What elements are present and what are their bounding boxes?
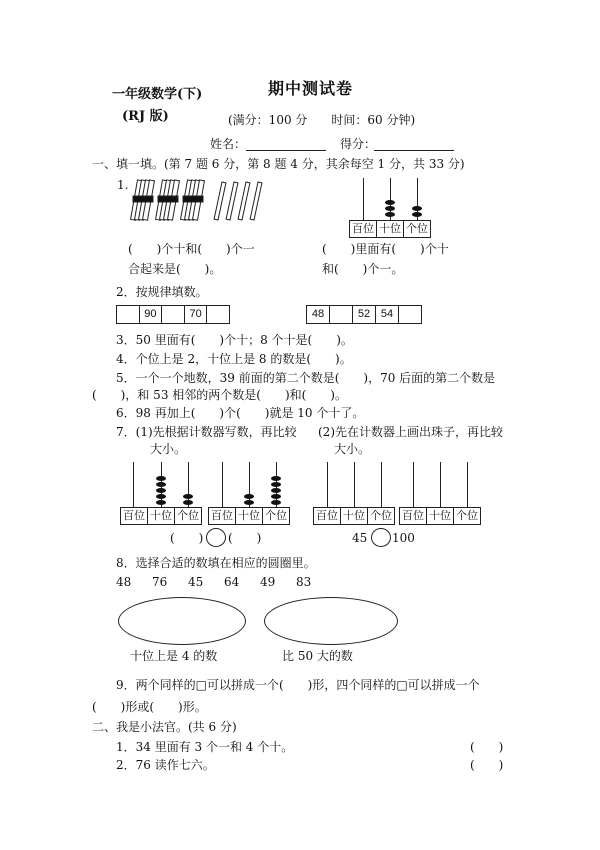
s2-item-1-answer[interactable]: ( ) bbox=[470, 740, 504, 754]
q2-instruction: 2．按规律填数。 bbox=[116, 285, 208, 299]
score-time-info: (满分：100 分 时间：60 分钟) bbox=[228, 113, 416, 127]
q4-text[interactable]: 4．个位上是 2，十位上是 8 的数是( )。 bbox=[116, 352, 352, 366]
name-label: 姓名： bbox=[210, 137, 247, 151]
q3-text[interactable]: 3．50 里面有( )个十；8 个十是( )。 bbox=[116, 333, 353, 347]
abacus-label-tens: 十位 bbox=[377, 221, 404, 237]
s2-item-1: 1．34 里面有 3 个一和 4 个十。 bbox=[116, 740, 294, 754]
seq2-cell: 52 bbox=[353, 306, 376, 323]
bundle-2-icon bbox=[156, 180, 180, 220]
name-field[interactable] bbox=[246, 150, 326, 151]
label-tens: 十位 bbox=[341, 508, 368, 524]
label-ones: 个位 bbox=[456, 509, 478, 522]
q8-oval-tens-4[interactable] bbox=[118, 597, 246, 645]
q1-number: 1. bbox=[117, 178, 129, 192]
abacus-label-hundreds: 百位 bbox=[350, 221, 377, 237]
q8-number[interactable]: 48 bbox=[116, 575, 132, 589]
q7-right-number-1: 45 bbox=[352, 531, 368, 545]
label-ones: 个位 bbox=[265, 509, 287, 522]
seq2-cell: 54 bbox=[376, 306, 399, 323]
q7-left-answer-1[interactable]: ( ) bbox=[170, 531, 204, 545]
label-hundreds: 百位 bbox=[400, 508, 427, 524]
abacus-label-ones: 个位 bbox=[406, 222, 428, 235]
score-field[interactable] bbox=[374, 150, 454, 151]
label-hundreds: 百位 bbox=[314, 508, 341, 524]
label-tens: 十位 bbox=[236, 508, 263, 524]
label-ones: 个位 bbox=[177, 509, 199, 522]
section1-heading: 一、填一填。(第 7 题 6 分，第 8 题 4 分，其余每空 1 分，共 33 分) bbox=[92, 157, 465, 171]
edition-label: (RJ 版) bbox=[122, 109, 169, 124]
sticks-illustration bbox=[126, 176, 276, 224]
q8-number[interactable]: 64 bbox=[224, 575, 240, 589]
q8-number[interactable]: 76 bbox=[152, 575, 168, 589]
q7-right-number-2: 100 bbox=[392, 531, 415, 545]
q8-oval-greater-50[interactable] bbox=[264, 597, 398, 645]
q1-right-line2[interactable]: 和( )个一。 bbox=[322, 262, 404, 276]
q8-oval1-label: 十位上是 4 的数 bbox=[130, 649, 218, 663]
label-hundreds: 百位 bbox=[209, 508, 236, 524]
seq1-cell: 70 bbox=[185, 306, 208, 323]
q7-left-compare-circle[interactable] bbox=[206, 528, 226, 547]
q7-right-instruction: (2)先在计数器上画出珠子，再比较 bbox=[318, 425, 503, 439]
s2-item-2: 2．76 读作七六。 bbox=[116, 758, 215, 772]
q5-line1[interactable]: 5．一个一个地数，39 前面的第二个数是( )，70 后面的第二个数是 bbox=[116, 371, 496, 385]
seq2-cell[interactable] bbox=[330, 306, 353, 323]
q8-oval2-label: 比 50 大的数 bbox=[282, 649, 353, 663]
page-title: 期中测试卷 bbox=[268, 79, 354, 98]
q1-left-line2[interactable]: 合起来是( )。 bbox=[128, 262, 222, 276]
bundle-3-icon bbox=[181, 180, 205, 220]
seq2-cell: 48 bbox=[307, 306, 330, 323]
q5-line2[interactable]: ( )，和 53 相邻的两个数是( )和( )。 bbox=[92, 388, 347, 402]
q9-line2[interactable]: ( )形或( )形。 bbox=[92, 700, 207, 714]
label-tens: 十位 bbox=[427, 508, 454, 524]
label-tens: 十位 bbox=[148, 508, 175, 524]
s2-item-2-answer[interactable]: ( ) bbox=[470, 758, 504, 772]
q1-left-line1[interactable]: ( )个十和( )个一 bbox=[128, 242, 255, 256]
label-ones: 个位 bbox=[370, 509, 392, 522]
seq1-cell[interactable] bbox=[207, 306, 229, 323]
q2-sequence-2 bbox=[306, 305, 422, 324]
q7-left-answer-2[interactable]: ( ) bbox=[228, 531, 262, 545]
bundle-1-icon bbox=[131, 180, 155, 220]
q7-left-instruction: 7．(1)先根据计数器写数，再比较 bbox=[116, 425, 297, 439]
seq1-cell[interactable] bbox=[162, 306, 185, 323]
q1-right-line1[interactable]: ( )里面有( )个十 bbox=[322, 242, 449, 256]
q7-right-instruction-2: 大小。 bbox=[334, 442, 371, 456]
loose-sticks-icon bbox=[214, 182, 262, 220]
q8-number[interactable]: 45 bbox=[188, 575, 204, 589]
q7-right-compare-circle[interactable] bbox=[371, 528, 391, 547]
score-label: 得分： bbox=[340, 137, 377, 151]
q8-number[interactable]: 49 bbox=[260, 575, 276, 589]
section2-heading: 二、我是小法官。(共 6 分) bbox=[92, 720, 237, 734]
seq1-cell: 90 bbox=[140, 306, 163, 323]
label-hundreds: 百位 bbox=[121, 508, 148, 524]
seq2-cell[interactable] bbox=[399, 306, 421, 323]
seq1-cell[interactable] bbox=[117, 306, 140, 323]
q8-instruction: 8．选择合适的数填在相应的圆圈里。 bbox=[116, 556, 316, 570]
q8-number[interactable]: 83 bbox=[296, 575, 312, 589]
q2-sequence-1 bbox=[116, 305, 230, 324]
q6-text[interactable]: 6．98 再加上( )个( )就是 10 个十了。 bbox=[116, 406, 365, 420]
grade-label: 一年级数学(下) bbox=[112, 87, 203, 102]
q9-line1[interactable]: 9．两个同样的□可以拼成一个( )形，四个同样的□可以拼成一个 bbox=[116, 678, 480, 692]
q7-left-instruction-2: 大小。 bbox=[150, 442, 187, 456]
